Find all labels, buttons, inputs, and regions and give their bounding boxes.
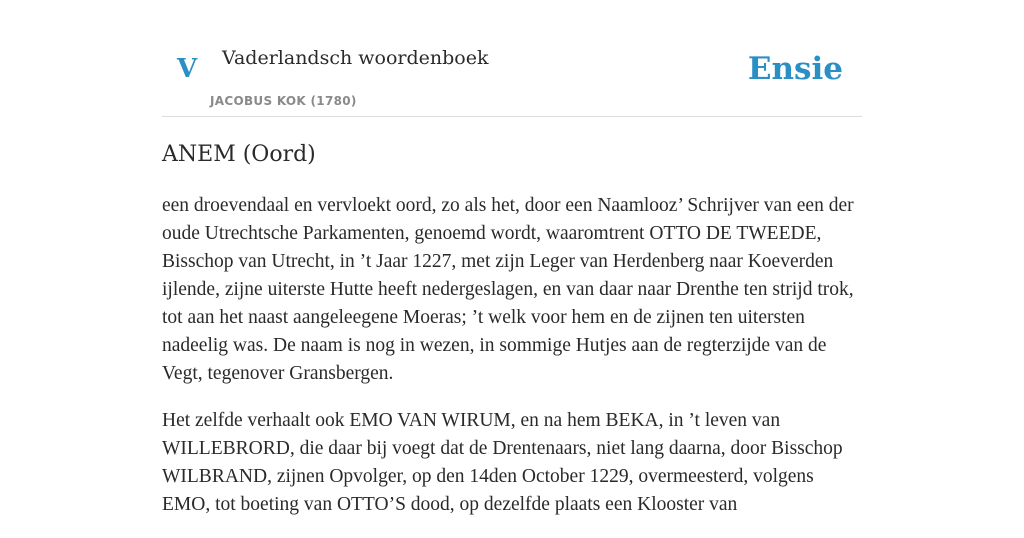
page-header [162, 0, 862, 117]
book-title-link[interactable]: Vaderlandsch woordenboek [222, 47, 489, 69]
entry-content [162, 192, 862, 538]
ensie-logo[interactable]: Ensie [747, 51, 843, 87]
book-author: JACOBUS KOK (1780) [210, 94, 357, 108]
entry-title: ANEM (Oord) [162, 142, 316, 167]
entry-paragraph: een droevendaal en vervloekt oord, zo als het, door een Naamlooz’ Schrijver van een der oude Utrechtsche Parkamenten, genoemd wordt, waaromtrent OTTO DE TWEEDE, Bisschop van Utrecht, in ’t Jaar 1227, met zijn Leger van Herdenberg naar Koeverden ijlende, zijne uiterste Hutte heeft nedergeslagen, en van daar naar Drenthe ten strijd trok, tot aan het naast aangeleegene Moeras; ’t welk voor hem en de zijnen ten uitersten nadeelig was. De naam is nog in wezen, in sommige Hutjes aan de regterzijde van de Vegt, tegenover Gransbergen. [162, 195, 854, 384]
entry-paragraph: Het zelfde verhaalt ook EMO VAN WIRUM, en na hem BEKA, in ’t leven van WILLEBRORD, die daar bij voegt dat de Drentenaars, niet lang daarna, door Bisschop WILBRAND, zijnen Opvolger, op den 14den October 1229, overmeesterd, volgens EMO, tot boeting van OTTO’S dood, op dezelfde plaats een Klooster van [162, 410, 843, 515]
book-letter-badge[interactable]: V [177, 54, 198, 84]
